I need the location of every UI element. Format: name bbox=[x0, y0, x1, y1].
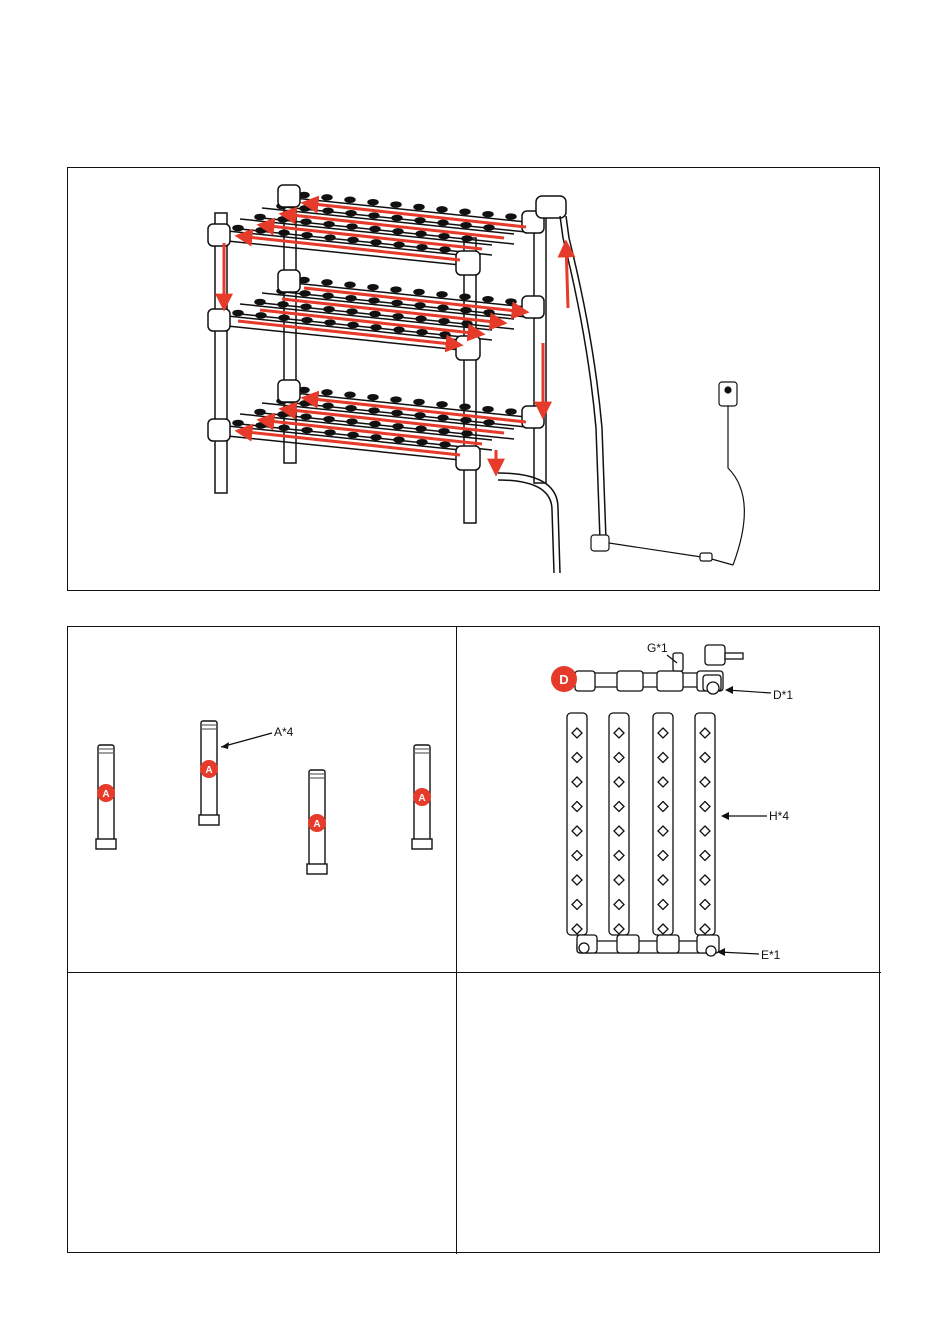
leg-badge: A bbox=[205, 765, 213, 776]
h-callout: H*4 bbox=[769, 809, 790, 823]
legs-illustration bbox=[68, 627, 457, 973]
callout-arrow bbox=[221, 733, 272, 747]
pump-adapter-icon bbox=[705, 645, 725, 665]
empty-panel-right bbox=[457, 973, 881, 1254]
tube-hose-icon bbox=[609, 713, 629, 935]
parts-grid bbox=[67, 626, 880, 1253]
water-pump-icon bbox=[591, 535, 609, 551]
pipe-elbow bbox=[208, 309, 230, 331]
pipe-elbow bbox=[278, 380, 300, 402]
legs-callout: A*4 bbox=[274, 725, 294, 739]
three-tier-rack-diagram bbox=[68, 168, 881, 592]
leg-badge: A bbox=[418, 793, 426, 804]
parts-panel-tubes bbox=[457, 627, 881, 973]
pipe-elbow bbox=[522, 296, 544, 318]
g-callout: G*1 bbox=[647, 641, 668, 655]
valve-icon bbox=[673, 653, 683, 671]
leg-badge: A bbox=[102, 789, 110, 800]
tube-hose-icon bbox=[695, 713, 715, 935]
pipe-elbow bbox=[278, 270, 300, 292]
e-callout: E*1 bbox=[761, 948, 781, 962]
d-callout: D*1 bbox=[773, 688, 794, 702]
pipe-elbow bbox=[456, 251, 480, 275]
pipe-elbow bbox=[522, 406, 544, 428]
pipe-elbow bbox=[208, 419, 230, 441]
pipe-elbow bbox=[456, 446, 480, 470]
empty-panel-left bbox=[68, 973, 457, 1254]
pipe-elbow bbox=[278, 185, 300, 207]
leg-badge: A bbox=[313, 819, 321, 830]
pipe-elbow bbox=[208, 224, 230, 246]
d-badge: D bbox=[559, 672, 569, 687]
tubes-illustration bbox=[457, 627, 881, 973]
tube-hose-icon bbox=[567, 713, 587, 935]
parts-panel-legs bbox=[68, 627, 457, 973]
tube-hose-icon bbox=[653, 713, 673, 935]
pipe-elbow bbox=[456, 336, 480, 360]
assembly-overview-panel bbox=[67, 167, 880, 591]
